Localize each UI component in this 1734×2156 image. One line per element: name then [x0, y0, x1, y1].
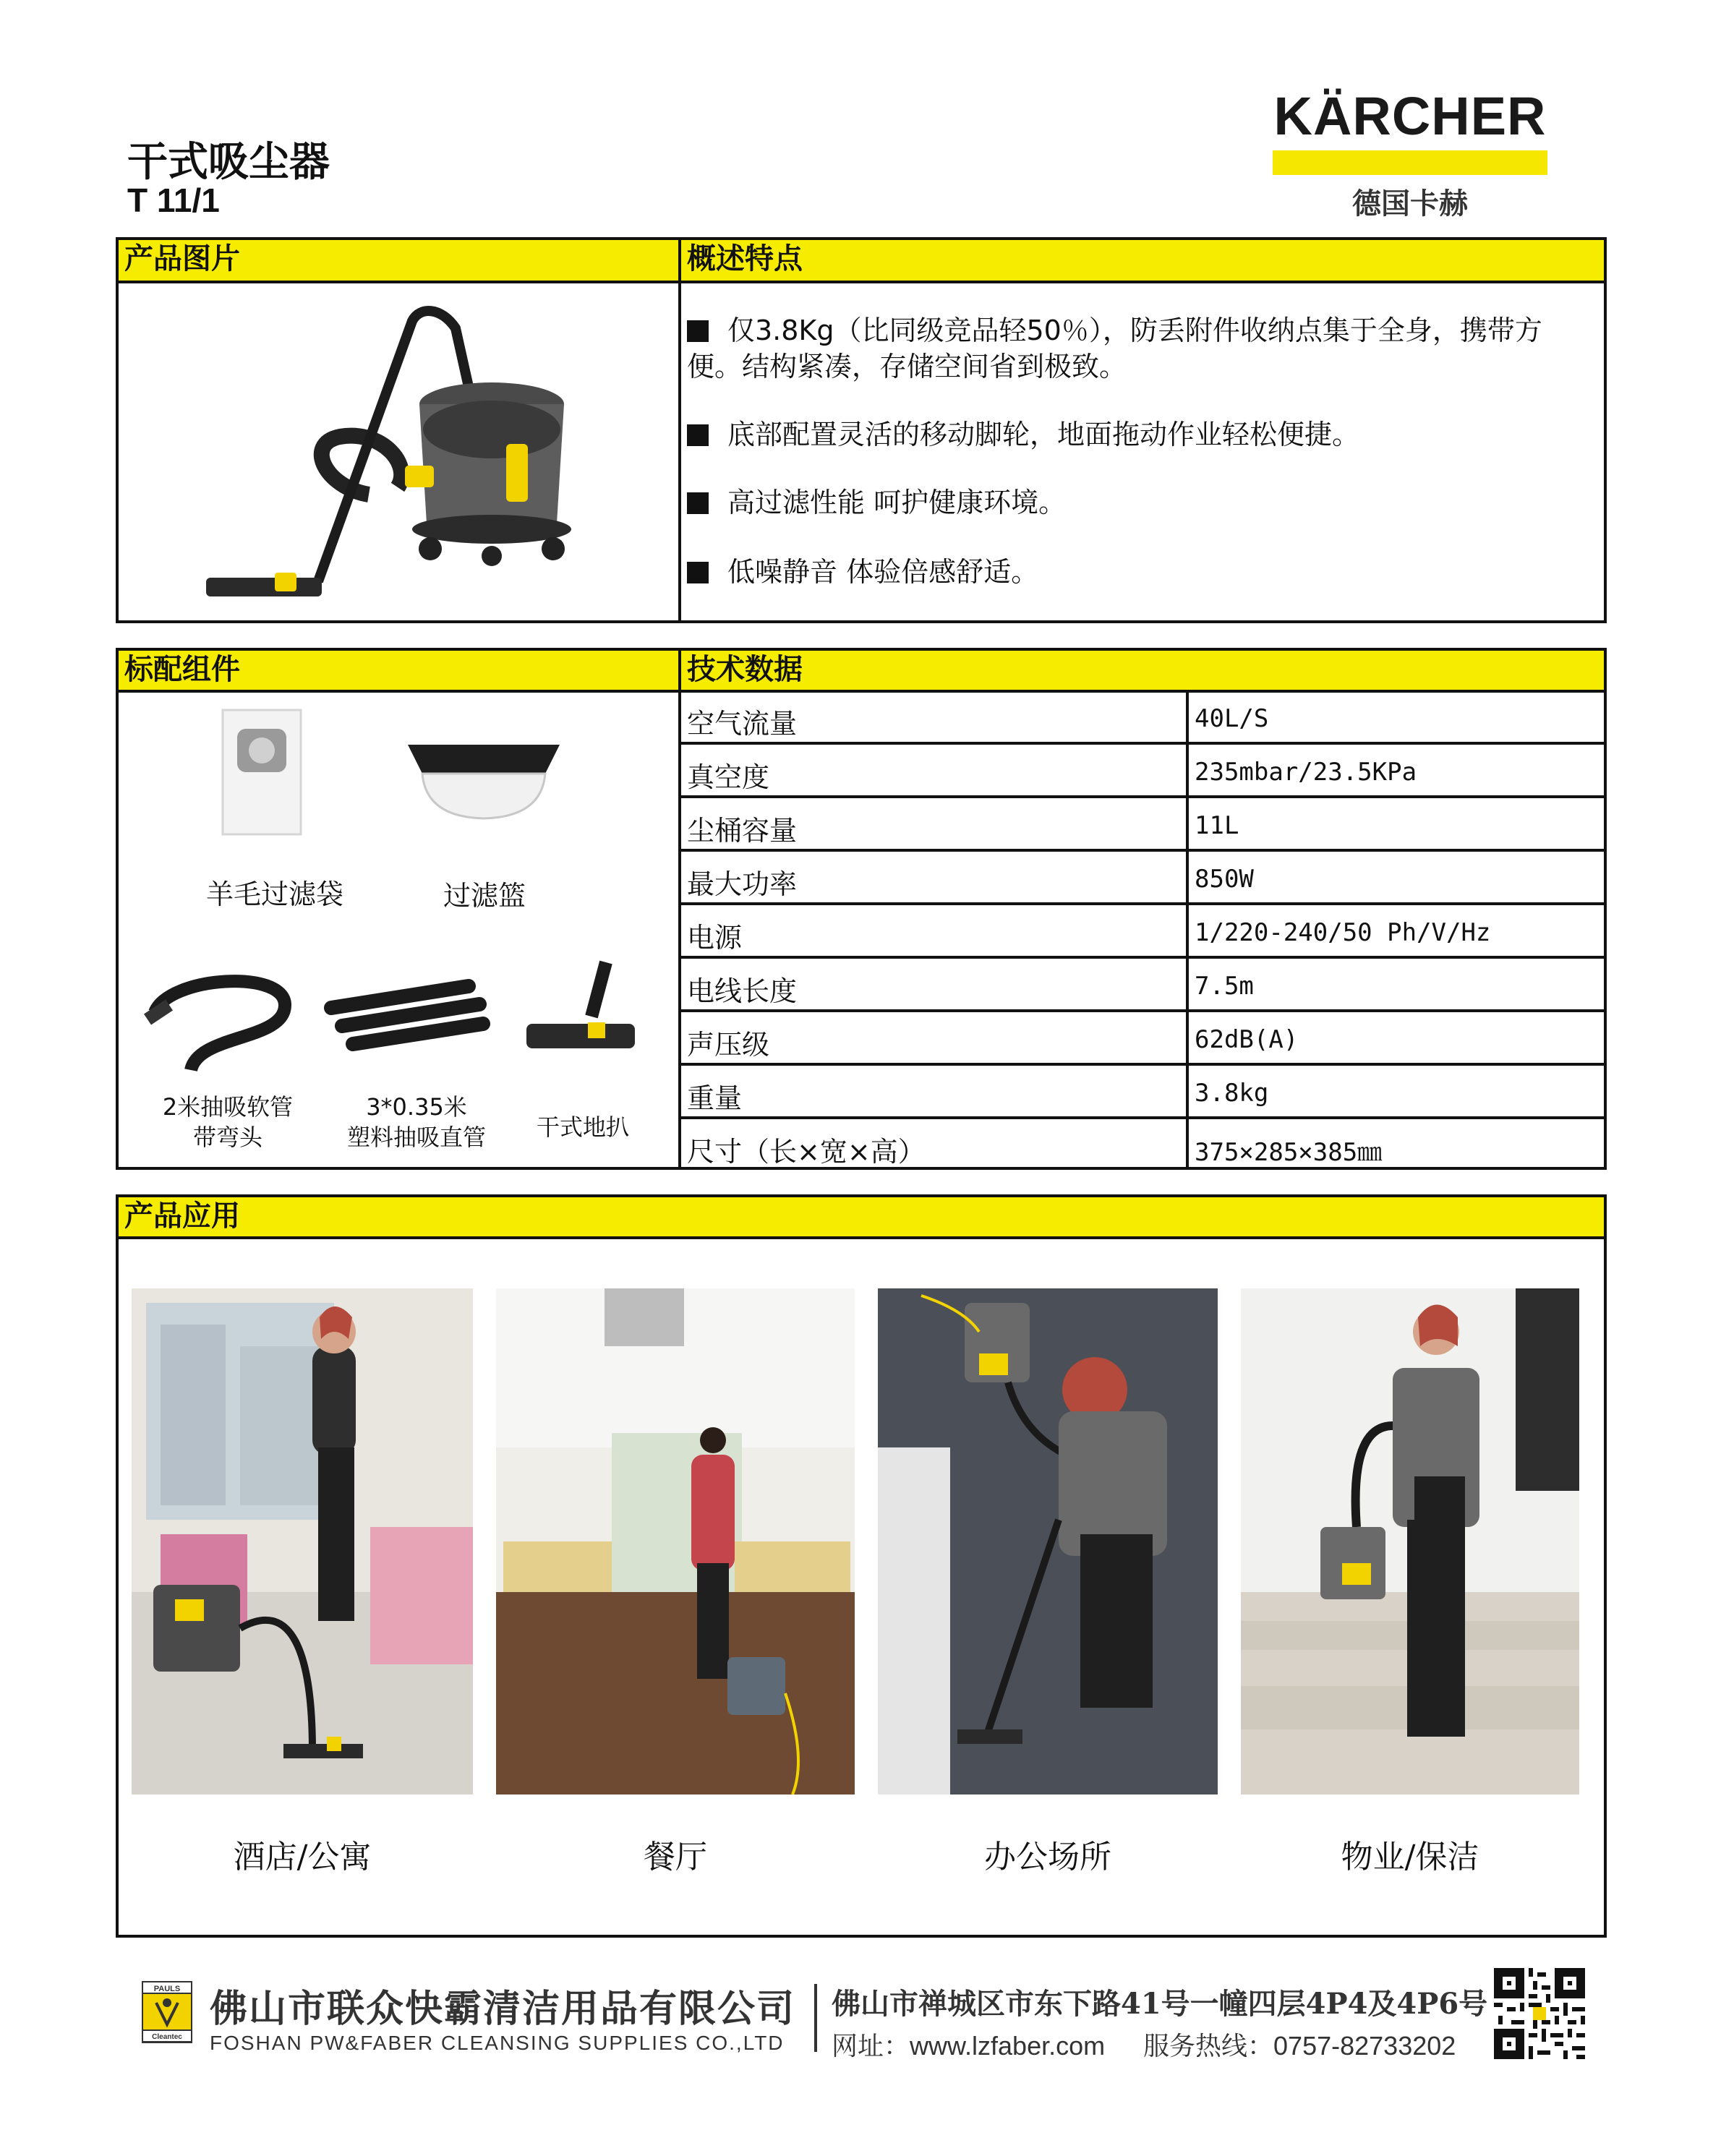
accessory-label-filter-bag: 羊毛过滤袋 [205, 878, 343, 910]
specs-heading: 技术数据 [687, 653, 803, 686]
application-label-hotel: 酒店/公寓 [233, 1839, 372, 1875]
spec-row-line [678, 742, 1607, 745]
application-label-restaurant: 餐厅 [644, 1839, 707, 1875]
filter-bag-image [221, 709, 302, 836]
company-logo [142, 1981, 192, 2043]
brand-subtitle: 德国卡赫 [1352, 187, 1468, 221]
qr-code-icon [1494, 1968, 1585, 2059]
feature-item-1: 仅3.8Kg（比同级竞品轻50％），防丢附件收纳点集于全身，携带方便。结构紧凑，存储空间省到极致。 [687, 315, 1542, 382]
accessory-label-hose: 2米抽吸软管 带弯头 [162, 1093, 294, 1151]
components-header-bar [119, 651, 1604, 693]
hotline-label: 服务热线： [1143, 2032, 1274, 2061]
spec-value-weight: 3.8kg [1195, 1079, 1269, 1108]
website-label: 网址： [832, 2032, 910, 2061]
application-label-property: 物业/保洁 [1341, 1839, 1479, 1875]
logo-text-top: PAULS [153, 1985, 181, 1993]
features-heading: 概述特点 [687, 242, 803, 275]
overview-divider [678, 237, 681, 623]
accessories-heading: 标配组件 [124, 653, 240, 686]
components-divider [678, 648, 681, 1170]
spec-value-supply: 1/220-240/50 Ph/V/Hz [1195, 918, 1491, 947]
spec-value-cable: 7.5m [1195, 972, 1254, 1001]
accessory-label-floor-nozzle: 干式地扒 [536, 1113, 629, 1141]
contact-line [832, 2026, 1456, 2063]
hotline-number: 0757-82733202 [1273, 2031, 1456, 2061]
accessory-label-filter-basket: 过滤篮 [443, 880, 526, 912]
page-title: 干式吸尘器 [127, 139, 330, 186]
spec-row-line [678, 1116, 1607, 1119]
spec-name-capacity: 尘桶容量 [687, 815, 798, 847]
spec-row-line [678, 956, 1607, 959]
spec-name-weight: 重量 [687, 1082, 743, 1114]
company-name-cn: 佛山市联众快霸清洁用品有限公司 [210, 1987, 796, 2031]
feature-item-3: 高过滤性能 呵护健康环境。 [687, 484, 1591, 521]
bullet-square-icon [687, 492, 709, 514]
feature-item-4: 低噪静音 体验倍感舒适。 [687, 554, 1591, 590]
footer-divider [814, 1984, 817, 2052]
spec-row-line [678, 902, 1607, 905]
model-number: T 11/1 [127, 181, 220, 219]
spec-row-line [678, 795, 1607, 798]
spec-value-dimensions: 375×285×385㎜ [1195, 1138, 1383, 1167]
spec-name-noise: 声压级 [687, 1029, 770, 1061]
spec-name-dimensions: 尺寸（长×宽×高） [687, 1136, 926, 1168]
vacuum-product-image [195, 299, 571, 617]
restaurant-application-photo [496, 1288, 855, 1794]
bullet-square-icon [687, 320, 709, 342]
bullet-square-icon [687, 424, 709, 446]
hotel-application-photo [132, 1288, 473, 1794]
company-name-en: FOSHAN PW&FABER CLEANSING SUPPLIES CO.,LTD [210, 2032, 785, 2054]
spec-name-power: 最大功率 [687, 868, 798, 900]
spec-value-capacity: 11L [1195, 811, 1239, 840]
logo-text-bottom: Cleantec [152, 2033, 182, 2041]
spec-value-vacuum: 235mbar/23.5KPa [1195, 758, 1417, 787]
company-address: 佛山市禅城区市东下路41号一幢四层4P4及4P6号 [832, 1987, 1488, 2021]
accessory-label-tubes: 3*0.35米 塑料抽吸直管 [346, 1093, 486, 1151]
spec-name-vacuum: 真空度 [687, 761, 770, 793]
spec-row-line [678, 1009, 1607, 1012]
specs-column-divider [1186, 690, 1189, 1170]
office-application-photo [878, 1288, 1218, 1794]
suction-hose-image [140, 962, 301, 1077]
brand-yellow-bar [1273, 150, 1547, 175]
suction-tubes-image [324, 972, 490, 1058]
bullet-square-icon [687, 562, 709, 583]
spec-value-noise: 62dB(A) [1195, 1025, 1299, 1054]
spec-value-airflow: 40L/S [1195, 704, 1269, 733]
filter-basket-image [401, 730, 567, 824]
spec-row-line [678, 1063, 1607, 1066]
website-link[interactable]: www.lzfaber.com [910, 2031, 1106, 2061]
feature-item-2: 底部配置灵活的移动脚轮，地面拖动作业轻松便捷。 [687, 416, 1591, 453]
product-image-heading: 产品图片 [124, 242, 240, 275]
overview-header-bar [119, 240, 1604, 283]
property-application-photo [1241, 1288, 1579, 1794]
brand-wordmark: KÄRCHER [1273, 86, 1547, 146]
spec-name-supply: 电源 [687, 922, 743, 954]
applications-heading: 产品应用 [124, 1199, 240, 1233]
spec-name-cable: 电线长度 [687, 975, 798, 1007]
spec-name-airflow: 空气流量 [687, 708, 798, 740]
applications-header-bar [119, 1197, 1604, 1239]
floor-nozzle-image [519, 959, 642, 1067]
karcher-logo [1273, 85, 1547, 221]
spec-value-power: 850W [1195, 865, 1254, 894]
application-label-office: 办公场所 [984, 1839, 1111, 1875]
spec-row-line [678, 849, 1607, 852]
